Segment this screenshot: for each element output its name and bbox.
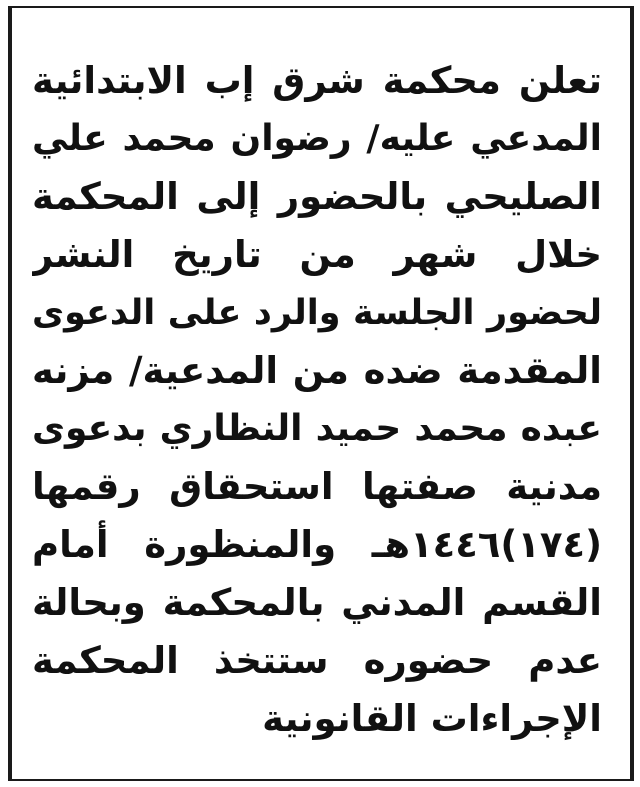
notice-line: (١٧٤)١٤٤٦هـ والمنظورة أمام: [32, 523, 602, 566]
court-notice-frame: [8, 6, 634, 781]
court-notice-body: [32, 52, 602, 748]
notice-line: الصليحي بالحضور إلى المحكمة: [32, 175, 602, 218]
notice-line: تعلن محكمة شرق إب الابتدائية: [32, 59, 602, 102]
notice-line: مدنية صفتها استحقاق رقمها: [32, 465, 602, 508]
notice-line: لحضور الجلسة والرد على الدعوى: [32, 293, 602, 333]
notice-line: خلال شهر من تاريخ النشر: [32, 233, 602, 276]
notice-line: المدعي عليه/ رضوان محمد علي: [32, 118, 602, 159]
notice-line: المقدمة ضده من المدعية/ مزنه: [32, 349, 602, 392]
notice-line: عدم حضوره ستتخذ المحكمة: [32, 639, 602, 682]
notice-line: عبده محمد حميد النظاري بدعوى: [32, 408, 602, 449]
notice-line: القسم المدني بالمحكمة وبحالة: [32, 581, 602, 624]
notice-line: الإجراءات القانونية: [262, 697, 602, 740]
